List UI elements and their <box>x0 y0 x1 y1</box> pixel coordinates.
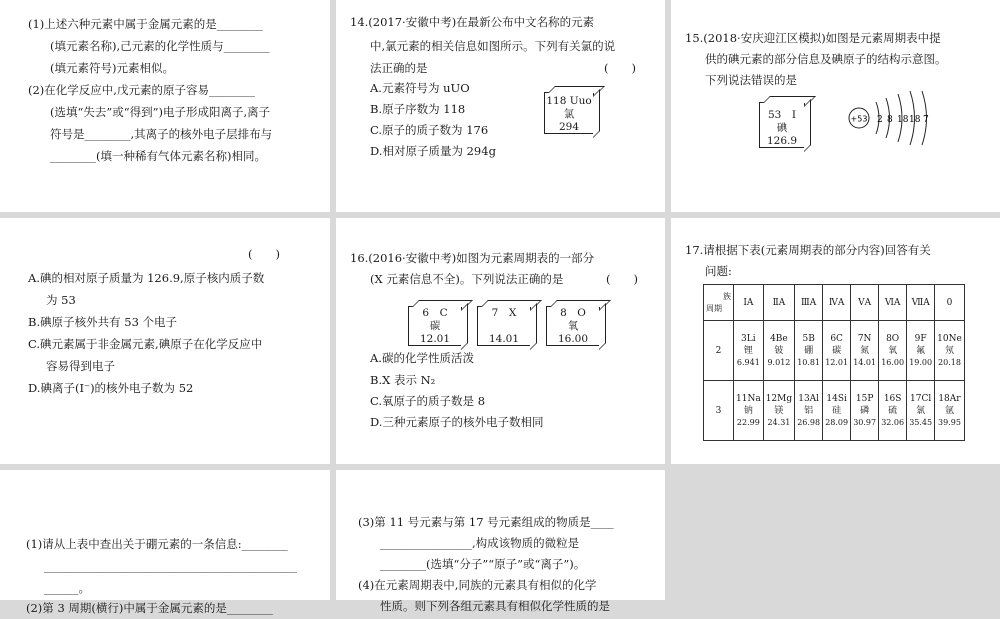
element-cell <box>879 321 907 381</box>
element-cell-name: 镁 <box>774 405 784 416</box>
q14-option-d: D.相对原子质量为 294g <box>370 144 496 158</box>
element-cell <box>763 381 794 441</box>
carbon-number-symbol: 6 C <box>422 307 448 319</box>
element-cell-mass: 14.01 <box>853 357 877 367</box>
p1-line-6: 符号是________,其离子的核外电子层排布与 <box>50 127 273 141</box>
element-card-iodine <box>759 102 805 148</box>
group-header: ⅤA <box>851 285 879 321</box>
element-cell <box>851 321 879 381</box>
element-cell-name: 硅 <box>832 405 842 416</box>
panel-q14 <box>336 0 665 212</box>
element-cell-top: 4Be <box>770 333 788 344</box>
q16-answer-paren: ( ) <box>606 272 638 286</box>
oxygen-number-symbol: 8 O <box>560 307 586 319</box>
element-cell <box>935 381 965 441</box>
shell-electrons-5: 7 <box>923 115 929 125</box>
period-number: 2 <box>704 321 734 381</box>
element-cell-name: 锂 <box>743 345 753 356</box>
element-cell-name: 氩 <box>944 405 954 416</box>
element-cell-top: 6C <box>830 333 843 344</box>
group-header: ⅢA <box>795 285 823 321</box>
element-card-number-symbol: 118 Uuo <box>546 95 592 107</box>
element-cell-name: 硼 <box>804 345 814 356</box>
group-header: ⅠA <box>734 285 764 321</box>
shell-electrons-4: 18 <box>909 115 921 125</box>
corner-period-label: 周期 <box>706 303 722 313</box>
q16-option-a: A.碳的化学性质活泼 <box>370 351 474 365</box>
q17-stem-line-2: 问题: <box>705 264 732 278</box>
element-cell <box>795 321 823 381</box>
element-card-uuo <box>544 92 594 134</box>
element-cell <box>907 321 935 381</box>
element-cell-top: 13Al <box>798 393 820 404</box>
table-row <box>704 381 965 441</box>
element-cell <box>907 381 935 441</box>
element-cell-mass: 39.95 <box>938 417 961 427</box>
element-card-oxygen <box>546 306 600 346</box>
p1-line-3: (填元素符号)元素相似。 <box>50 61 174 75</box>
q14-option-a: A.元素符号为 uUO <box>370 81 470 95</box>
element-cell-mass: 10.81 <box>797 357 821 367</box>
q16-option-b: B.X 表示 N₂ <box>370 373 436 387</box>
carbon-name: 碳 <box>429 320 441 332</box>
panel-q16 <box>336 218 665 464</box>
iodine-name: 碘 <box>776 122 788 134</box>
iodine-mass: 126.9 <box>766 135 798 147</box>
q17-stem-line-1: 17.请根据下表(元素周期表的部分内容)回答有关 <box>685 243 931 257</box>
q17-part1-line-2: ____________________________________________ <box>44 559 297 573</box>
element-card-mass: 294 <box>558 121 580 133</box>
element-cell-top: 10Ne <box>937 333 962 344</box>
q14-stem-line-3: 法正确的是 <box>370 61 428 75</box>
oxygen-name: 氧 <box>567 320 579 332</box>
element-cell <box>935 321 965 381</box>
element-cell-top: 12Mg <box>765 393 793 404</box>
q15-answer-paren: ( ) <box>248 247 280 261</box>
q16-option-d: D.三种元素原子的核外电子数相同 <box>370 415 544 429</box>
element-cell-mass: 6.941 <box>736 357 760 367</box>
q17-part1-line-3: ______。 <box>44 581 90 595</box>
panel-q15 <box>671 0 1000 212</box>
q17-part1-line-4: (2)第 3 周期(横行)中属于金属元素的是________ <box>26 601 273 615</box>
oxygen-mass: 16.00 <box>557 333 589 345</box>
element-cell-name: 氧 <box>888 345 898 356</box>
q17-part1-line-1: (1)请从上表中查出关于硼元素的一条信息:________ <box>26 537 288 551</box>
q16-option-c: C.氧原子的质子数是 8 <box>370 394 486 408</box>
table-row <box>704 321 965 381</box>
element-cell-name: 氮 <box>860 345 870 356</box>
element-card-carbon <box>408 306 462 346</box>
q15-option-line-5: 容易得到电子 <box>46 359 115 373</box>
element-cell <box>795 381 823 441</box>
q15-option-line-4: C.碘元素属于非金属元素,碘原子在化学反应中 <box>28 337 263 351</box>
iodine-number-symbol <box>760 109 804 122</box>
iodine-symbol: I <box>791 109 797 121</box>
element-cell-mass: 20.18 <box>938 357 961 367</box>
panel-q17-part1 <box>0 470 330 615</box>
element-cell-mass: 35.45 <box>909 417 933 427</box>
panel-q17 <box>671 218 1000 464</box>
carbon-mass: 12.01 <box>419 333 451 345</box>
iodine-atom-structure-diagram <box>846 88 946 148</box>
shell-electrons-1: 2 <box>877 115 883 125</box>
element-cell-top: 11Na <box>736 393 761 404</box>
panel-q13-continued <box>0 0 330 212</box>
element-cell-mass: 30.97 <box>853 417 877 427</box>
p1-line-1: (1)上述六种元素中属于金属元素的是________ <box>28 17 263 31</box>
p1-line-2: (填元素名称),己元素的化学性质与________ <box>50 39 270 53</box>
element-cell <box>879 381 907 441</box>
q14-stem-line-2: 中,氯元素的相关信息如图所示。下列有关氯的说 <box>370 39 616 53</box>
q15-stem-line-2: 供的碘元素的部分信息及碘原子的结构示意图。 <box>705 52 947 66</box>
shell-electrons-3: 18 <box>897 115 909 125</box>
periodic-table-excerpt <box>703 284 965 441</box>
x-number-symbol: 7 X <box>491 307 517 319</box>
element-cell-mass: 32.06 <box>881 417 905 427</box>
q17-part3-line-3: ________(选填“分子”“原子”或“离子”)。 <box>380 557 586 571</box>
element-cell <box>851 381 879 441</box>
x-mass: 14.01 <box>488 333 520 345</box>
element-cell-name: 磷 <box>860 405 870 416</box>
panel-q17-part3 <box>336 470 665 613</box>
element-cell-name: 铍 <box>774 345 784 356</box>
element-cell <box>823 321 851 381</box>
element-cell-mass: 9.012 <box>767 357 791 367</box>
group-header: ⅡA <box>763 285 794 321</box>
element-cell-mass: 19.00 <box>909 357 933 367</box>
q17-part3-line-5: 性质。则下列各组元素具有相似化学性质的是 <box>380 599 610 613</box>
group-header: ⅥA <box>879 285 907 321</box>
q17-part3-line-4: (4)在元素周期表中,同族的元素具有相似的化学 <box>358 578 597 592</box>
shell-electrons-2: 8 <box>887 115 893 125</box>
corner-group-label: 族 <box>723 291 731 301</box>
element-cell-name: 氯 <box>916 405 926 416</box>
element-cell-mass: 26.98 <box>797 417 821 427</box>
element-cell-top: 14Si <box>826 393 847 404</box>
element-cell <box>763 321 794 381</box>
q16-stem-line-2: (X 元素信息不全)。下列说法正确的是 <box>370 272 564 286</box>
element-cell-mass: 28.09 <box>825 417 849 427</box>
q14-answer-paren: ( ) <box>604 61 636 75</box>
element-cell-top: 16S <box>883 393 902 404</box>
element-cell-top: 7N <box>857 333 872 344</box>
q15-option-line-2: 为 53 <box>46 293 76 307</box>
q15-option-line-3: B.碘原子核外共有 53 个电子 <box>28 315 178 329</box>
element-cell-name: 硫 <box>888 405 898 416</box>
q14-option-c: C.原子的质子数为 176 <box>370 123 489 137</box>
element-cell-mass: 22.99 <box>736 417 760 427</box>
table-corner-cell <box>704 285 734 321</box>
element-card-name: 氯 <box>563 108 575 120</box>
element-cell-name: 碳 <box>832 345 842 356</box>
element-card-x <box>477 306 531 346</box>
element-cell <box>734 321 764 381</box>
x-name <box>478 320 530 333</box>
element-cell-top: 15P <box>855 393 874 404</box>
element-cell-name: 钠 <box>743 405 753 416</box>
element-cell-name: 铝 <box>804 405 814 416</box>
nucleus-charge: +53 <box>850 114 868 124</box>
q15-option-line-6: D.碘离子(I⁻)的核外电子数为 52 <box>28 381 194 395</box>
p1-line-4: (2)在化学反应中,戊元素的原子容易________ <box>28 83 255 97</box>
group-header: ⅦA <box>907 285 935 321</box>
element-cell-top: 3Li <box>741 333 756 344</box>
group-header: 0 <box>935 285 965 321</box>
element-cell <box>734 381 764 441</box>
q17-part3-line-1: (3)第 11 号元素与第 17 号元素组成的物质是____ <box>358 515 614 529</box>
q16-stem-line-1: 16.(2016·安徽中考)如图为元素周期表的一部分 <box>350 251 595 265</box>
table-header-row <box>704 285 965 321</box>
element-cell-top: 17Cl <box>910 393 932 404</box>
element-cell-top: 18Ar <box>938 393 961 404</box>
group-header: ⅣA <box>823 285 851 321</box>
q17-part3-line-2: ________________,构成该物质的微粒是 <box>380 536 580 550</box>
element-cell-mass: 12.01 <box>825 357 849 367</box>
p1-line-7: ________(填一种稀有气体元素名称)相同。 <box>50 149 266 163</box>
element-cell-top: 9F <box>914 333 927 344</box>
q14-stem-line-1: 14.(2017·安徽中考)在最新公布中文名称的元素 <box>350 15 595 29</box>
empty-panel <box>671 470 1000 600</box>
q15-option-line-1: A.碘的相对原子质量为 126.9,原子核内质子数 <box>28 271 265 285</box>
element-cell-top: 5B <box>802 333 815 344</box>
q15-stem-line-1: 15.(2018·安庆迎江区模拟)如图是元素周期表中提 <box>685 31 941 45</box>
q14-option-b: B.原子序数为 118 <box>370 102 466 116</box>
element-cell-name: 氖 <box>944 345 954 356</box>
element-cell-mass: 16.00 <box>881 357 905 367</box>
p1-line-5: (选填“失去”或“得到”)电子形成阳离子,离子 <box>50 105 271 119</box>
period-number: 3 <box>704 381 734 441</box>
element-cell-top: 8O <box>886 333 900 344</box>
element-cell <box>823 381 851 441</box>
element-cell-mass: 24.31 <box>767 417 791 427</box>
iodine-number: 53 <box>767 109 782 121</box>
q15-stem-line-3: 下列说法错误的是 <box>705 73 797 87</box>
element-cell-name: 氟 <box>916 345 926 356</box>
panel-q15-options <box>0 218 330 464</box>
